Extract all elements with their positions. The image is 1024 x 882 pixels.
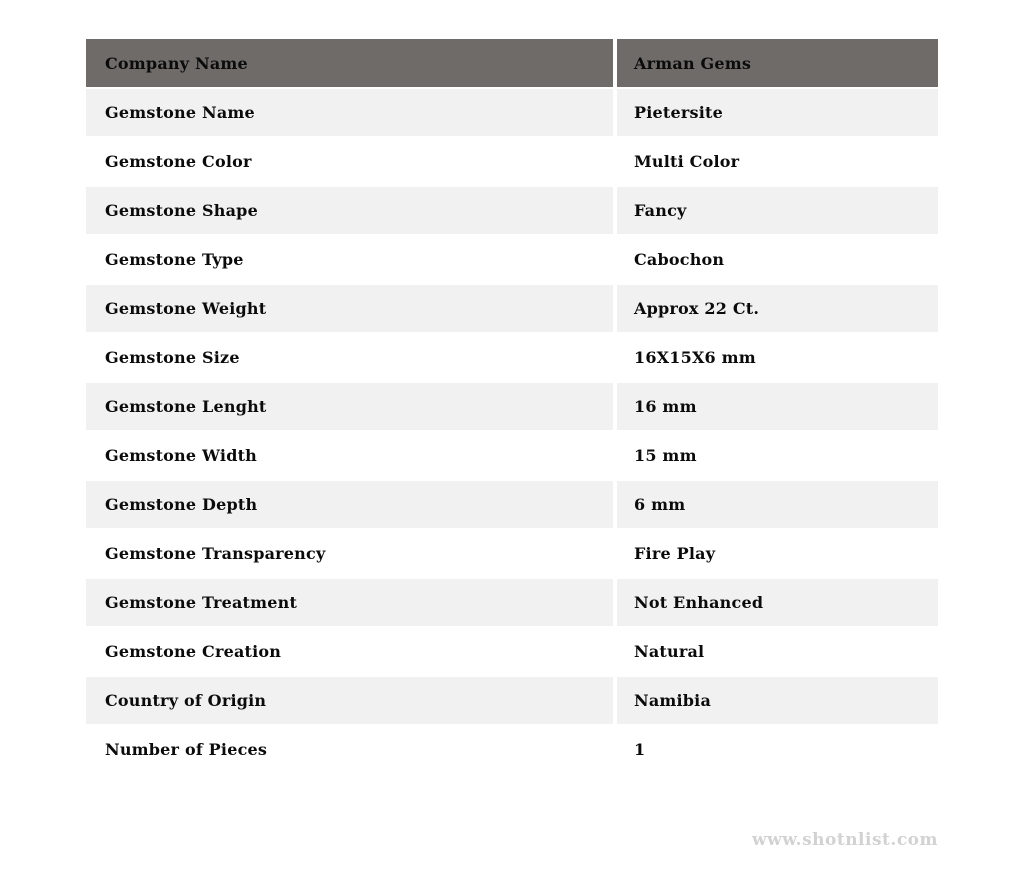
table-row: [86, 382, 938, 431]
row-value-cell: Fire Play: [615, 529, 938, 578]
table-row: [86, 186, 938, 235]
table-row: [86, 137, 938, 186]
table-row: [86, 431, 938, 480]
row-value-cell: 15 mm: [615, 431, 938, 480]
table-row: [86, 88, 938, 137]
header-row: [86, 39, 938, 88]
row-value-cell: Namibia: [615, 676, 938, 725]
table-row: [86, 529, 938, 578]
row-label-cell: Gemstone Size: [86, 333, 615, 382]
header-label-cell: Company Name: [86, 39, 615, 88]
table-header: [86, 39, 938, 88]
table-row: [86, 676, 938, 725]
row-label-cell: Gemstone Width: [86, 431, 615, 480]
row-value-cell: Natural: [615, 627, 938, 676]
table-row: [86, 627, 938, 676]
header-value-cell: Arman Gems: [615, 39, 938, 88]
row-value-cell: 6 mm: [615, 480, 938, 529]
row-value-cell: 16X15X6 mm: [615, 333, 938, 382]
row-label-cell: Gemstone Transparency: [86, 529, 615, 578]
row-label-cell: Gemstone Name: [86, 88, 615, 137]
row-value-cell: Approx 22 Ct.: [615, 284, 938, 333]
table-body: [86, 88, 938, 774]
row-value-cell: Pietersite: [615, 88, 938, 137]
table-row: [86, 235, 938, 284]
row-value-cell: 1: [615, 725, 938, 774]
row-label-cell: Gemstone Weight: [86, 284, 615, 333]
gemstone-spec-table: [86, 39, 938, 775]
website-watermark: www.shotnlist.com: [751, 830, 938, 850]
table-row: [86, 284, 938, 333]
row-label-cell: Gemstone Creation: [86, 627, 615, 676]
row-label-cell: Gemstone Shape: [86, 186, 615, 235]
table-row: [86, 333, 938, 382]
table-row: [86, 725, 938, 774]
row-value-cell: Not Enhanced: [615, 578, 938, 627]
row-label-cell: Gemstone Treatment: [86, 578, 615, 627]
table-row: [86, 480, 938, 529]
row-label-cell: Gemstone Color: [86, 137, 615, 186]
row-label-cell: Country of Origin: [86, 676, 615, 725]
row-value-cell: 16 mm: [615, 382, 938, 431]
row-label-cell: Gemstone Type: [86, 235, 615, 284]
row-value-cell: Cabochon: [615, 235, 938, 284]
table-row: [86, 578, 938, 627]
row-label-cell: Gemstone Lenght: [86, 382, 615, 431]
row-label-cell: Number of Pieces: [86, 725, 615, 774]
row-label-cell: Gemstone Depth: [86, 480, 615, 529]
row-value-cell: Fancy: [615, 186, 938, 235]
row-value-cell: Multi Color: [615, 137, 938, 186]
